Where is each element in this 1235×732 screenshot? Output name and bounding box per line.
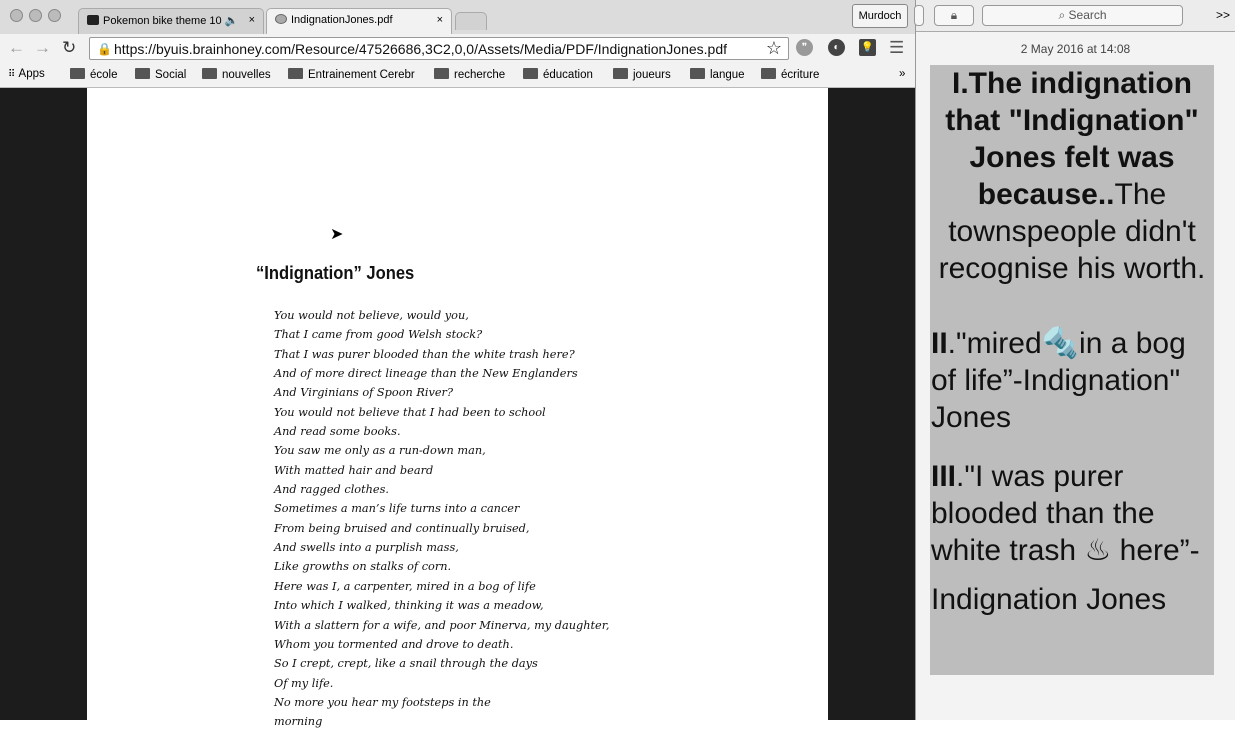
poem-line: With matted hair and beard [274,463,434,477]
bookmark-folder[interactable]: école [70,68,118,81]
reload-icon[interactable]: ↻ [62,38,77,57]
folder-icon [690,68,705,79]
extension-icon[interactable]: ◐ [828,39,845,56]
notes-window [915,0,1235,720]
poem-line: And ragged clothes. [274,483,389,497]
zoom-window-button[interactable] [48,9,61,22]
poem-line: From being bruised and continually bruised, [274,521,530,535]
poem-line: And of more direct lineage than the New Englanders [274,367,578,381]
poem-line: No more you hear my footsteps in the [274,695,491,709]
folder-icon [202,68,217,79]
search-input[interactable]: ⌕ Search [982,5,1183,26]
bookmark-folder[interactable]: Entrainement Cerebr [288,68,415,81]
folder-icon [70,68,85,79]
folder-icon [761,68,776,79]
poem-line: With a slattern for a wife, and poor Minerva, my daughter, [274,618,610,632]
close-window-button[interactable] [10,9,23,22]
poem-line: Like growths on stalks of corn. [274,560,452,574]
menu-icon[interactable]: ☰ [889,38,905,57]
bookmark-folder[interactable]: joueurs [613,68,671,81]
notes-button[interactable] [914,5,924,26]
address-bar[interactable]: 🔒 https://byuis.brainhoney.com/Resource/47526686,3C2,0,0/Assets/Media/PDF/IndignationJones.pdf ☆ [89,37,789,60]
close-tab-icon[interactable]: × [436,14,443,26]
poem-line: And swells into a purplish mass, [274,541,459,555]
poem-line: That I was purer blooded than the white trash here? [274,347,575,361]
audio-icon: 🔈 [224,15,239,27]
poem-line: You would not believe that I had been to school [274,405,546,419]
poem-title: “Indignation” Jones [256,263,415,283]
note-section-2: II."mired🔩in a bog of life”-Indignation" Jones [931,327,1186,434]
poem-line: So I crept, crept, like a snail through the days [274,657,538,671]
poem-line: Of my life. [274,676,334,690]
folder-icon [613,68,628,79]
bookmark-star-icon[interactable]: ☆ [765,38,782,58]
poem-text [274,306,609,732]
bookmark-folder[interactable]: écriture [761,68,819,81]
notes-toolbar [916,0,1235,32]
bookmark-folder[interactable]: recherche [434,68,505,81]
folder-icon [288,68,303,79]
bookmark-folder[interactable]: nouvelles [202,68,271,81]
poem-line: And read some books. [274,425,401,439]
page-icon [275,14,287,24]
profile-button[interactable]: Murdoch [852,4,908,28]
tab-bar [0,0,915,34]
poem-line: You would not believe, would you, [274,309,469,322]
note-section-1: I.The indignation that "Indignation" Jones felt was because..The townspeople didn't recognise his worth. [938,67,1206,285]
poem-line: morning [274,715,323,729]
lock-icon: 🔒︎ [950,8,958,22]
toolbar [0,34,915,62]
poem-line: Into which I walked, thinking it was a meadow, [274,599,544,613]
bookmark-folder[interactable]: langue [690,68,745,81]
lock-button[interactable] [934,5,974,26]
bookmarks-bar [0,62,915,88]
youtube-icon [87,15,99,25]
bookmark-folder[interactable]: éducation [523,68,593,81]
lightbulb-icon[interactable]: 💡 [859,39,876,56]
close-tab-icon[interactable]: × [248,14,255,26]
forward-icon[interactable]: → [34,38,51,57]
poem-line: Whom you tormented and drove to death. [274,637,514,651]
search-icon: ⌕ [1058,8,1066,22]
lock-icon: 🔒 [97,42,112,56]
bookmark-folder[interactable]: Social [135,68,186,81]
new-tab-button[interactable] [455,12,487,30]
folder-icon [523,68,538,79]
back-icon[interactable]: ← [8,38,25,57]
bookmark-apps[interactable]: ⠿ Apps [8,68,45,80]
poem-line: Sometimes a man’s life turns into a cancer [274,502,520,516]
note-section-3: III."I was purer blooded than the white trash ♨ here”- Indignation Jones [931,460,1200,616]
tab-pokemon[interactable]: Pokemon bike theme 10 🔈 × [78,8,264,34]
note-date: 2 May 2016 at 14:08 [1020,42,1131,56]
apps-grid-icon: ⠿ [8,69,16,80]
pdf-page [87,88,828,729]
more-button[interactable]: >> [1216,8,1231,22]
mouse-cursor-icon: ➤ [330,226,344,243]
poem-line: You saw me only as a run-down man, [274,444,486,458]
tab-indignation-pdf[interactable]: IndignationJones.pdf × [266,8,452,34]
poem-line: That I came from good Welsh stock? [274,328,483,342]
folder-icon [135,68,150,79]
minimize-window-button[interactable] [29,9,42,22]
more-bookmarks-button[interactable]: » [899,68,906,80]
extension-icon[interactable]: ❞ [796,39,813,56]
poem-line: Here was I, a carpenter, mired in a bog of life [274,579,536,593]
note-content[interactable] [930,65,1214,675]
folder-icon [434,68,449,79]
poem-line: And Virginians of Spoon River? [274,386,454,400]
